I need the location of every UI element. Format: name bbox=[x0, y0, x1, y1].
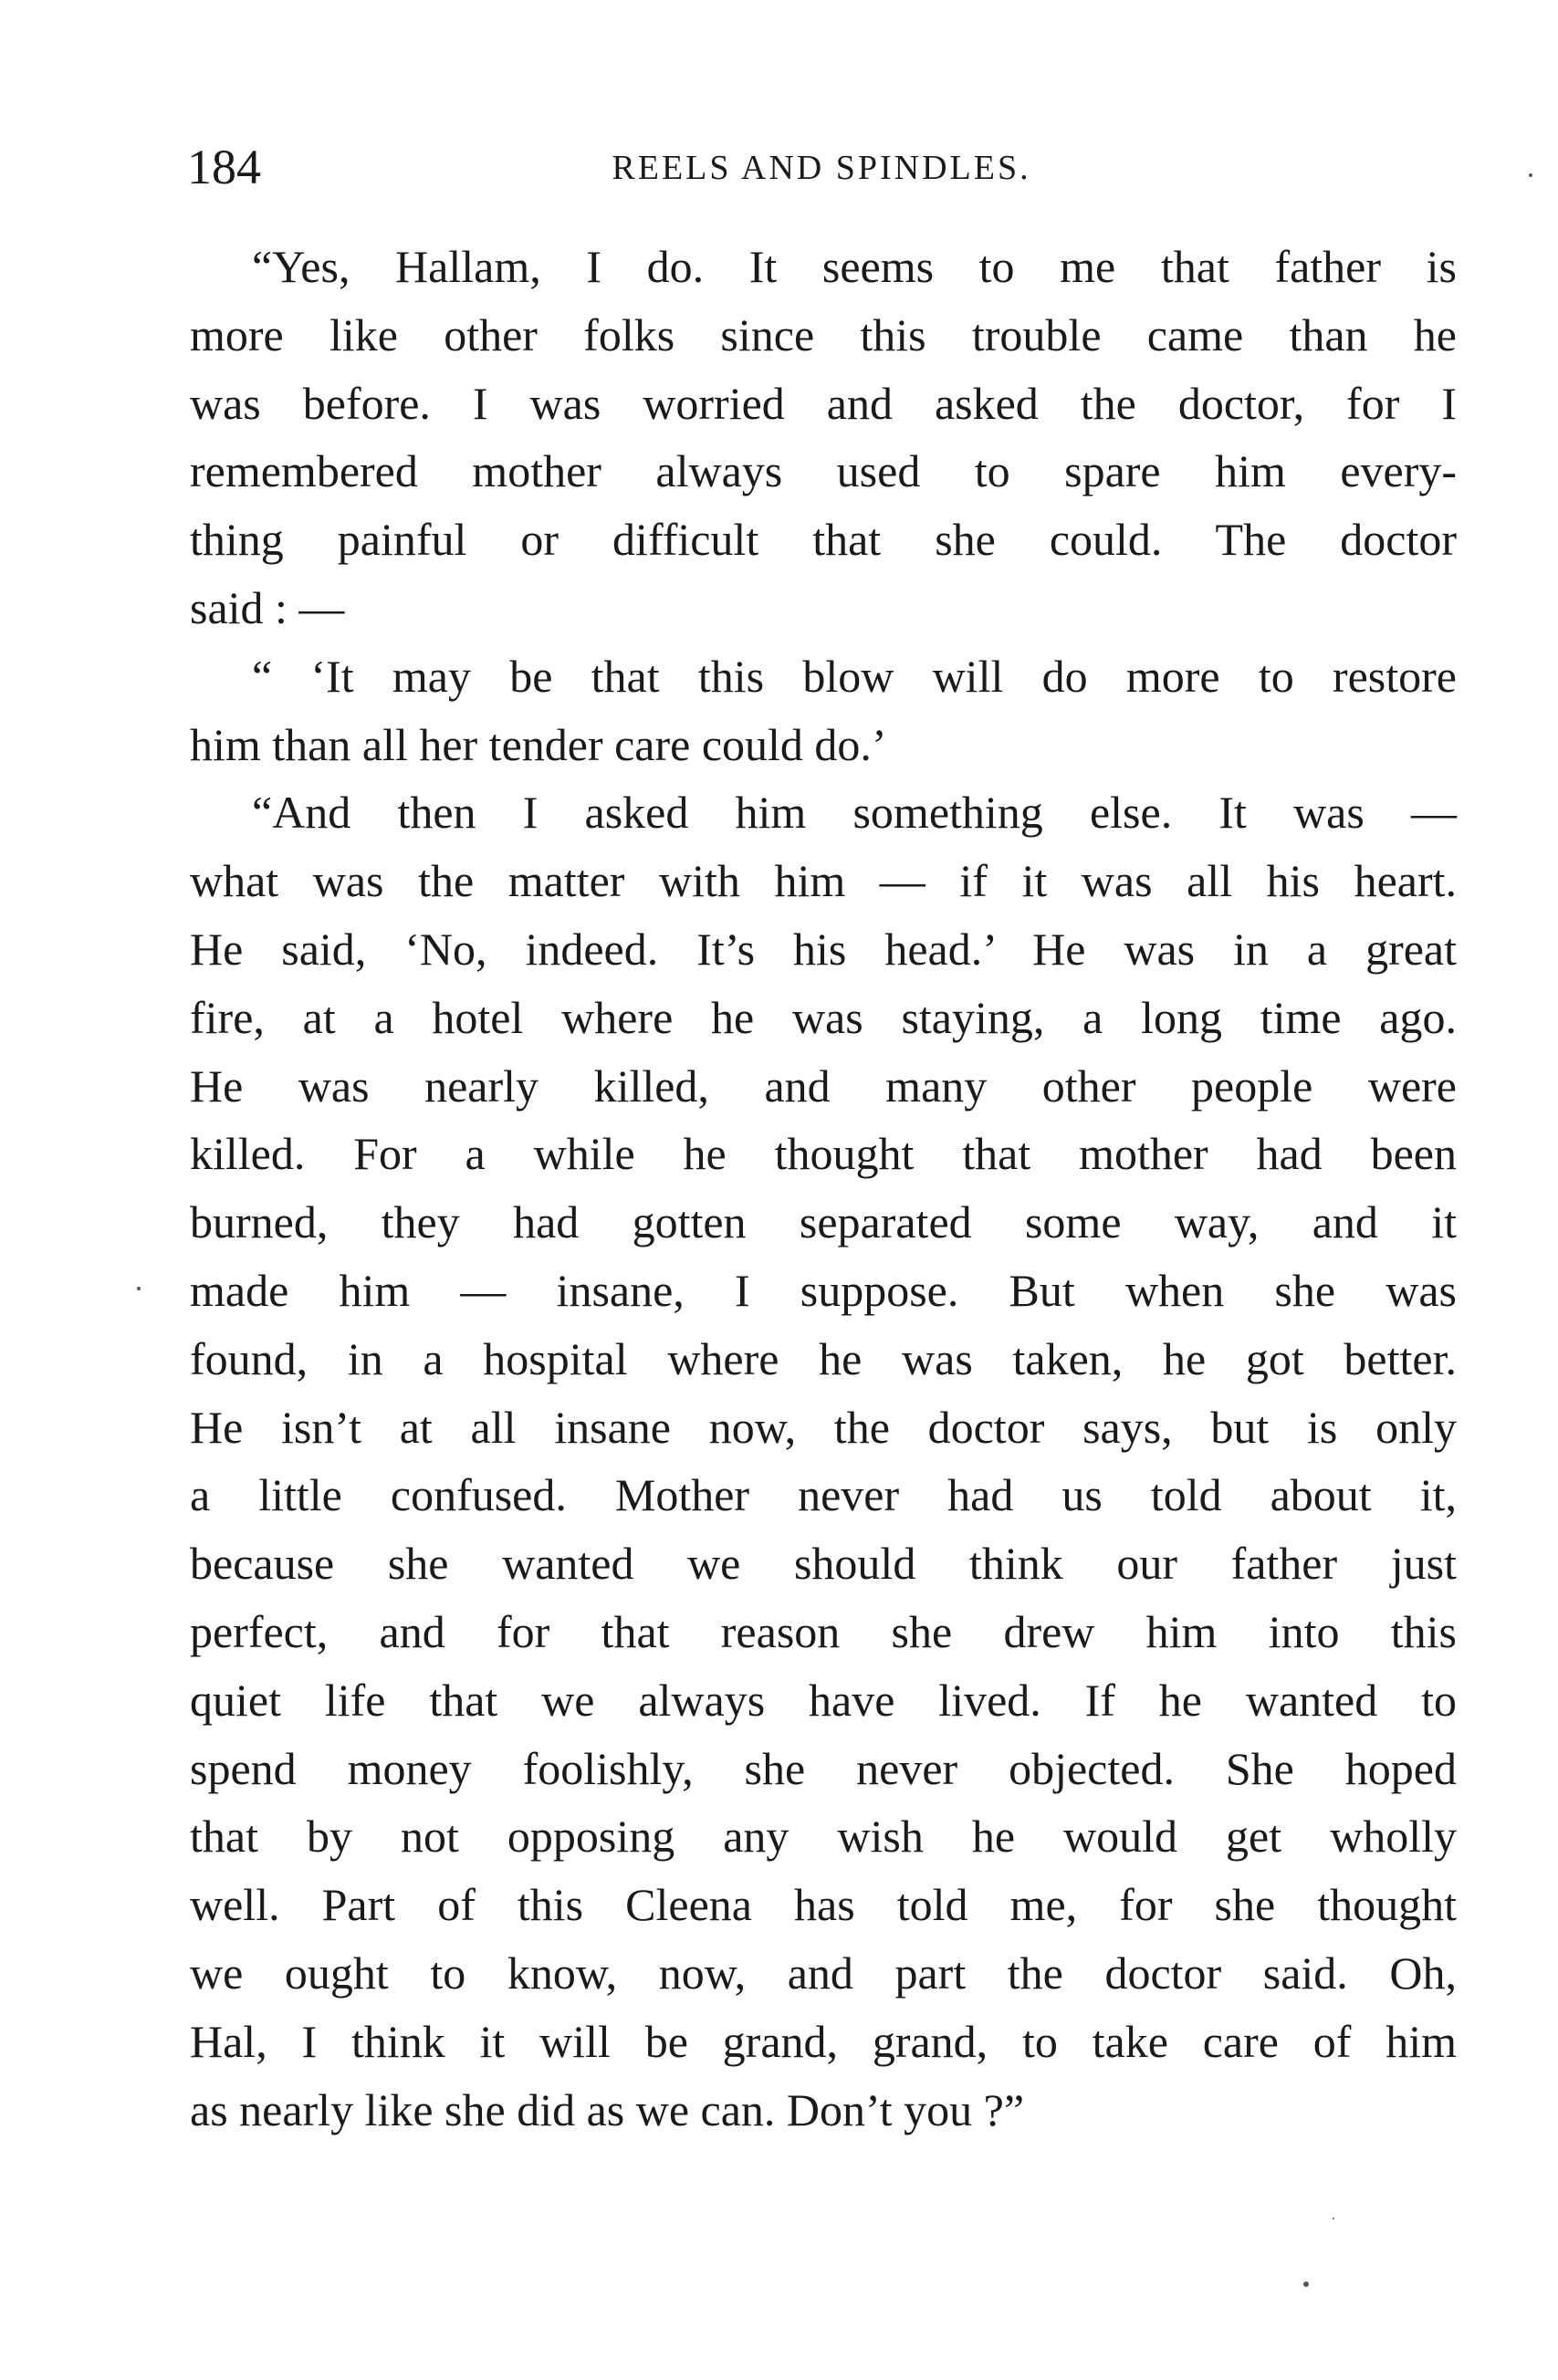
text-line: quiet life that we always have lived. If he wanted to bbox=[190, 1674, 1457, 1726]
text-line: made him — insane, I suppose. But when she was bbox=[190, 1264, 1457, 1316]
text-line: what was the matter with him — if it was all his heart. bbox=[190, 855, 1457, 907]
text-line: a little confused. Mother never had us told about it, bbox=[190, 1469, 1457, 1521]
text-line: He isn’t at all insane now, the doctor says, but is only bbox=[190, 1401, 1457, 1453]
text-line: as nearly like she did as we can. Don’t you ?” bbox=[190, 2083, 1025, 2135]
text-line: said : — bbox=[190, 581, 345, 633]
text-line: Hal, I think it will be grand, grand, to take care of him bbox=[190, 2015, 1457, 2067]
body-text bbox=[190, 233, 1457, 2144]
paper-speck bbox=[1333, 2218, 1334, 2219]
text-line: burned, they had gotten separated some way, and it bbox=[190, 1196, 1457, 1248]
text-line: more like other folks since this trouble came than he bbox=[190, 308, 1457, 360]
page-number: 184 bbox=[187, 140, 261, 194]
paper-speck bbox=[1529, 173, 1532, 177]
text-line: He said, ‘No, indeed. It’s his head.’ He was in a great bbox=[190, 923, 1457, 975]
text-line: perfect, and for that reason she drew him into this bbox=[190, 1605, 1457, 1657]
text-line: that by not opposing any wish he would get wholly bbox=[190, 1811, 1457, 1863]
text-line: we ought to know, now, and part the doctor said. Oh, bbox=[190, 1947, 1457, 1999]
text-line: spend money foolishly, she never objected. She hoped bbox=[190, 1742, 1457, 1794]
text-line: He was nearly killed, and many other people were bbox=[190, 1060, 1457, 1112]
text-line: remembered mother always used to spare him every- bbox=[190, 445, 1457, 497]
running-title: REELS AND SPINDLES. bbox=[612, 149, 1031, 187]
text-line: thing painful or difficult that she could. The doctor bbox=[190, 514, 1457, 566]
text-line: fire, at a hotel where he was staying, a long time ago. bbox=[190, 991, 1457, 1043]
text-line: well. Part of this Cleena has told me, for she thought bbox=[190, 1879, 1457, 1931]
text-line: was before. I was worried and asked the doctor, for I bbox=[190, 377, 1457, 429]
text-line: “ ‘It may be that this blow will do more to restore bbox=[252, 650, 1457, 702]
text-line: killed. For a while he thought that mother had been bbox=[190, 1128, 1457, 1180]
text-line: because she wanted we should think our father just bbox=[190, 1538, 1457, 1590]
paper-speck bbox=[1303, 2281, 1309, 2287]
text-line: found, in a hospital where he was taken, he got better. bbox=[190, 1332, 1457, 1384]
text-line: “And then I asked him something else. It was — bbox=[252, 787, 1457, 839]
paper-speck bbox=[137, 1287, 141, 1290]
text-line: “Yes, Hallam, I do. It seems to me that father is bbox=[252, 241, 1457, 292]
text-line: him than all her tender care could do.’ bbox=[190, 718, 887, 770]
page-header bbox=[187, 135, 1456, 199]
